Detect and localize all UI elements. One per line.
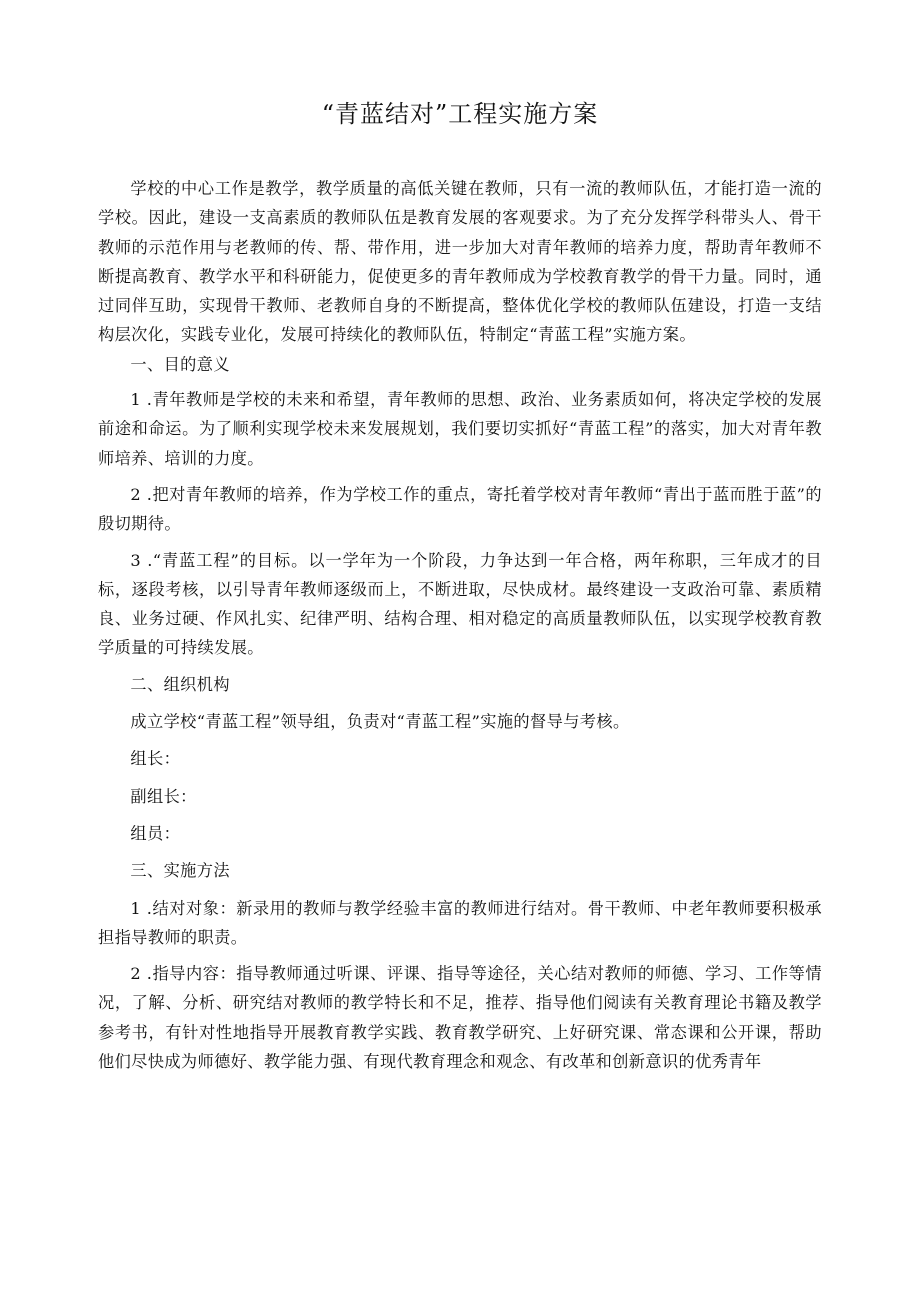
organization-paragraph: 成立学校“青蓝工程”领导组，负责对“青蓝工程”实施的督导与考核。 (130, 712, 630, 732)
purpose-item-3: 3 .“青蓝工程”的目标。以一学年为一个阶段，力争达到一年合格，两年称职，三年成才的目标，逐段考核，以引导青年教师逐级而上，不断进取，尽快成材。最终建设一支政治可靠、素质精良、业务过硬、作风扎实、纪律严明、结构合理、相对稳定的高质量教师队伍，以实现学校教育教学质量的可持续发展。 (98, 550, 822, 658)
deputy-leader-line: 副组长： (130, 786, 197, 806)
document-title: “青蓝结对”工程实施方案 (321, 100, 599, 128)
method-item-1: 1 .结对对象：新录用的教师与教学经验丰富的教师进行结对。骨干教师、中老年教师要积极承担指导教师的职责。 (98, 898, 822, 947)
document-body (98, 174, 822, 1083)
intro-paragraph: 学校的中心工作是教学，教学质量的高低关键在教师，只有一流的教师队伍，才能打造一流的学校。因此，建设一支高素质的教师队伍是教育发展的客观要求。为了充分发挥学科带头人、骨干教师的示范作用与老教师的传、帮、带作用，进一步加大对青年教师的培养力度，帮助青年教师不断提高教育、教学水平和科研能力，促使更多的青年教师成为学校教育教学的骨干力量。同时，通过同伴互助，实现骨干教师、老教师自身的不断提高，整体优化学校的教师队伍建设，打造一支结构层次化，实践专业化，发展可持续化的教师队伍，特制定“青蓝工程”实施方案。 (98, 179, 822, 345)
section-heading-purpose: 一、目的意义 (130, 354, 230, 374)
purpose-item-1: 1 .青年教师是学校的未来和希望，青年教师的思想、政治、业务素质如何，将决定学校的发展前途和命运。为了顺利实现学校未来发展规划，我们要切实抓好“青蓝工程”的落实，加大对青年教师培养、培训的力度。 (98, 390, 822, 468)
method-item-2: 2 .指导内容：指导教师通过听课、评课、指导等途径，关心结对教师的师德、学习、工作等情况，了解、分析、研究结对教师的教学特长和不足，推荐、指导他们阅读有关教育理论书籍及教学参考书，有针对性地指导开展教育教学实践、教育教学研究、上好研究课、常态课和公开课，帮助他们尽快成为师德好、教学能力强、有现代教育理念和观念、有改革和创新意识的优秀青年 (98, 964, 822, 1072)
group-member-line: 组员： (130, 823, 181, 843)
group-leader-line: 组长： (130, 749, 181, 769)
purpose-item-2: 2 .把对青年教师的培养，作为学校工作的重点，寄托着学校对青年教师“青出于蓝而胜于蓝”的殷切期待。 (98, 484, 822, 534)
section-heading-methods: 三、实施方法 (130, 861, 230, 881)
section-heading-organization: 二、组织机构 (130, 674, 230, 694)
